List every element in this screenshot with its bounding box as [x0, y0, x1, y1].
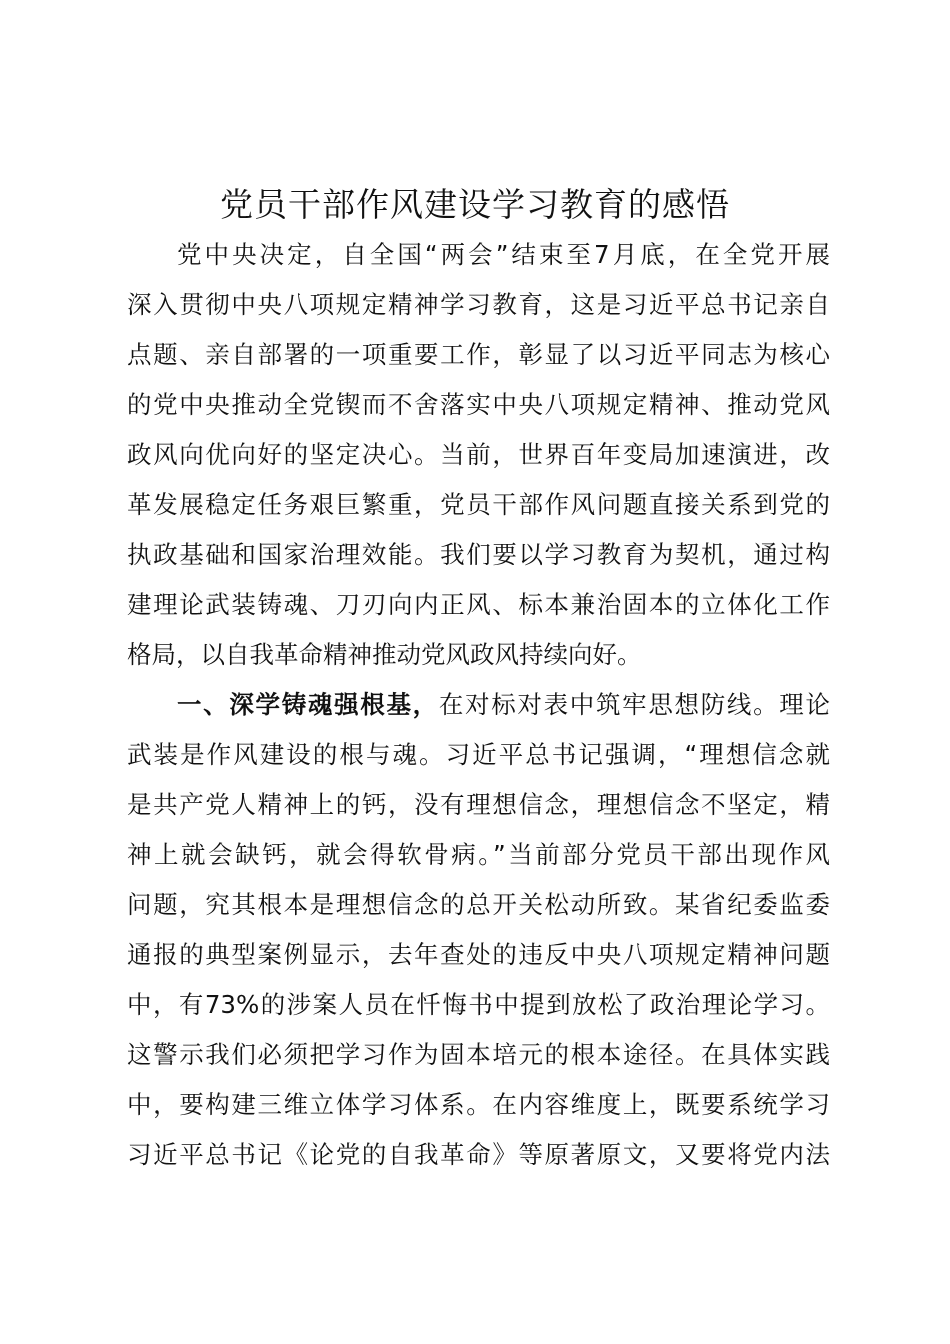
paragraph-1-line-3: 点题、亲自部署的一项重要工作，彰显了以习近平同志为核心 — [127, 340, 830, 369]
paragraph-2-line-3: 是共产党人精神上的钙，没有理想信念，理想信念不坚定，精 — [127, 790, 830, 819]
paragraph-2-line-8: 这警示我们必须把学习作为固本培元的根本途径。在具体实践 — [127, 1040, 830, 1069]
paragraph-2-line-7: 中，有73%的涉案人员在忏悔书中提到放松了政治理论学习。 — [127, 990, 830, 1019]
paragraph-2-line-2: 武装是作风建设的根与魂。习近平总书记强调，“理想信念就 — [127, 740, 830, 769]
paragraph-1-line-6: 革发展稳定任务艰巨繁重，党员干部作风问题直接关系到党的 — [127, 490, 830, 519]
paragraph-1-line-4: 的党中央推动全党锲而不舍落实中央八项规定精神、推动党风 — [127, 390, 830, 419]
paragraph-2-line-10: 习近平总书记《论党的自我革命》等原著原文，又要将党内法 — [127, 1140, 830, 1169]
paragraph-1-line-9: 格局，以自我革命精神推动党风政风持续向好。 — [127, 640, 642, 669]
document-title: 党员干部作风建设学习教育的感悟 — [220, 185, 730, 224]
section-heading: 一、深学铸魂强根基， — [177, 690, 439, 719]
paragraph-2-line-1-text: 在对标对表中筑牢思想防线。理论 — [438, 690, 830, 719]
paragraph-2-line-9: 中，要构建三维立体学习体系。在内容维度上，既要系统学习 — [127, 1090, 830, 1119]
paragraph-1-line-5: 政风向优向好的坚定决心。当前，世界百年变局加速演进，改 — [127, 440, 830, 469]
paragraph-2-line-6: 通报的典型案例显示，去年查处的违反中央八项规定精神问题 — [127, 940, 830, 969]
paragraph-1-line-8: 建理论武装铸魂、刀刃向内正风、标本兼治固本的立体化工作 — [127, 590, 830, 619]
paragraph-2-line-5: 问题，究其根本是理想信念的总开关松动所致。某省纪委监委 — [127, 890, 830, 919]
paragraph-1-line-7: 执政基础和国家治理效能。我们要以学习教育为契机，通过构 — [127, 540, 830, 569]
paragraph-1-line-2: 深入贯彻中央八项规定精神学习教育，这是习近平总书记亲自 — [127, 290, 830, 319]
paragraph-2-line-4: 神上就会缺钙，就会得软骨病。”当前部分党员干部出现作风 — [127, 840, 830, 869]
paragraph-2-line-1 — [177, 680, 830, 730]
paragraph-1-line-1: 党中央决定，自全国“两会”结束至7月底，在全党开展 — [177, 240, 830, 269]
